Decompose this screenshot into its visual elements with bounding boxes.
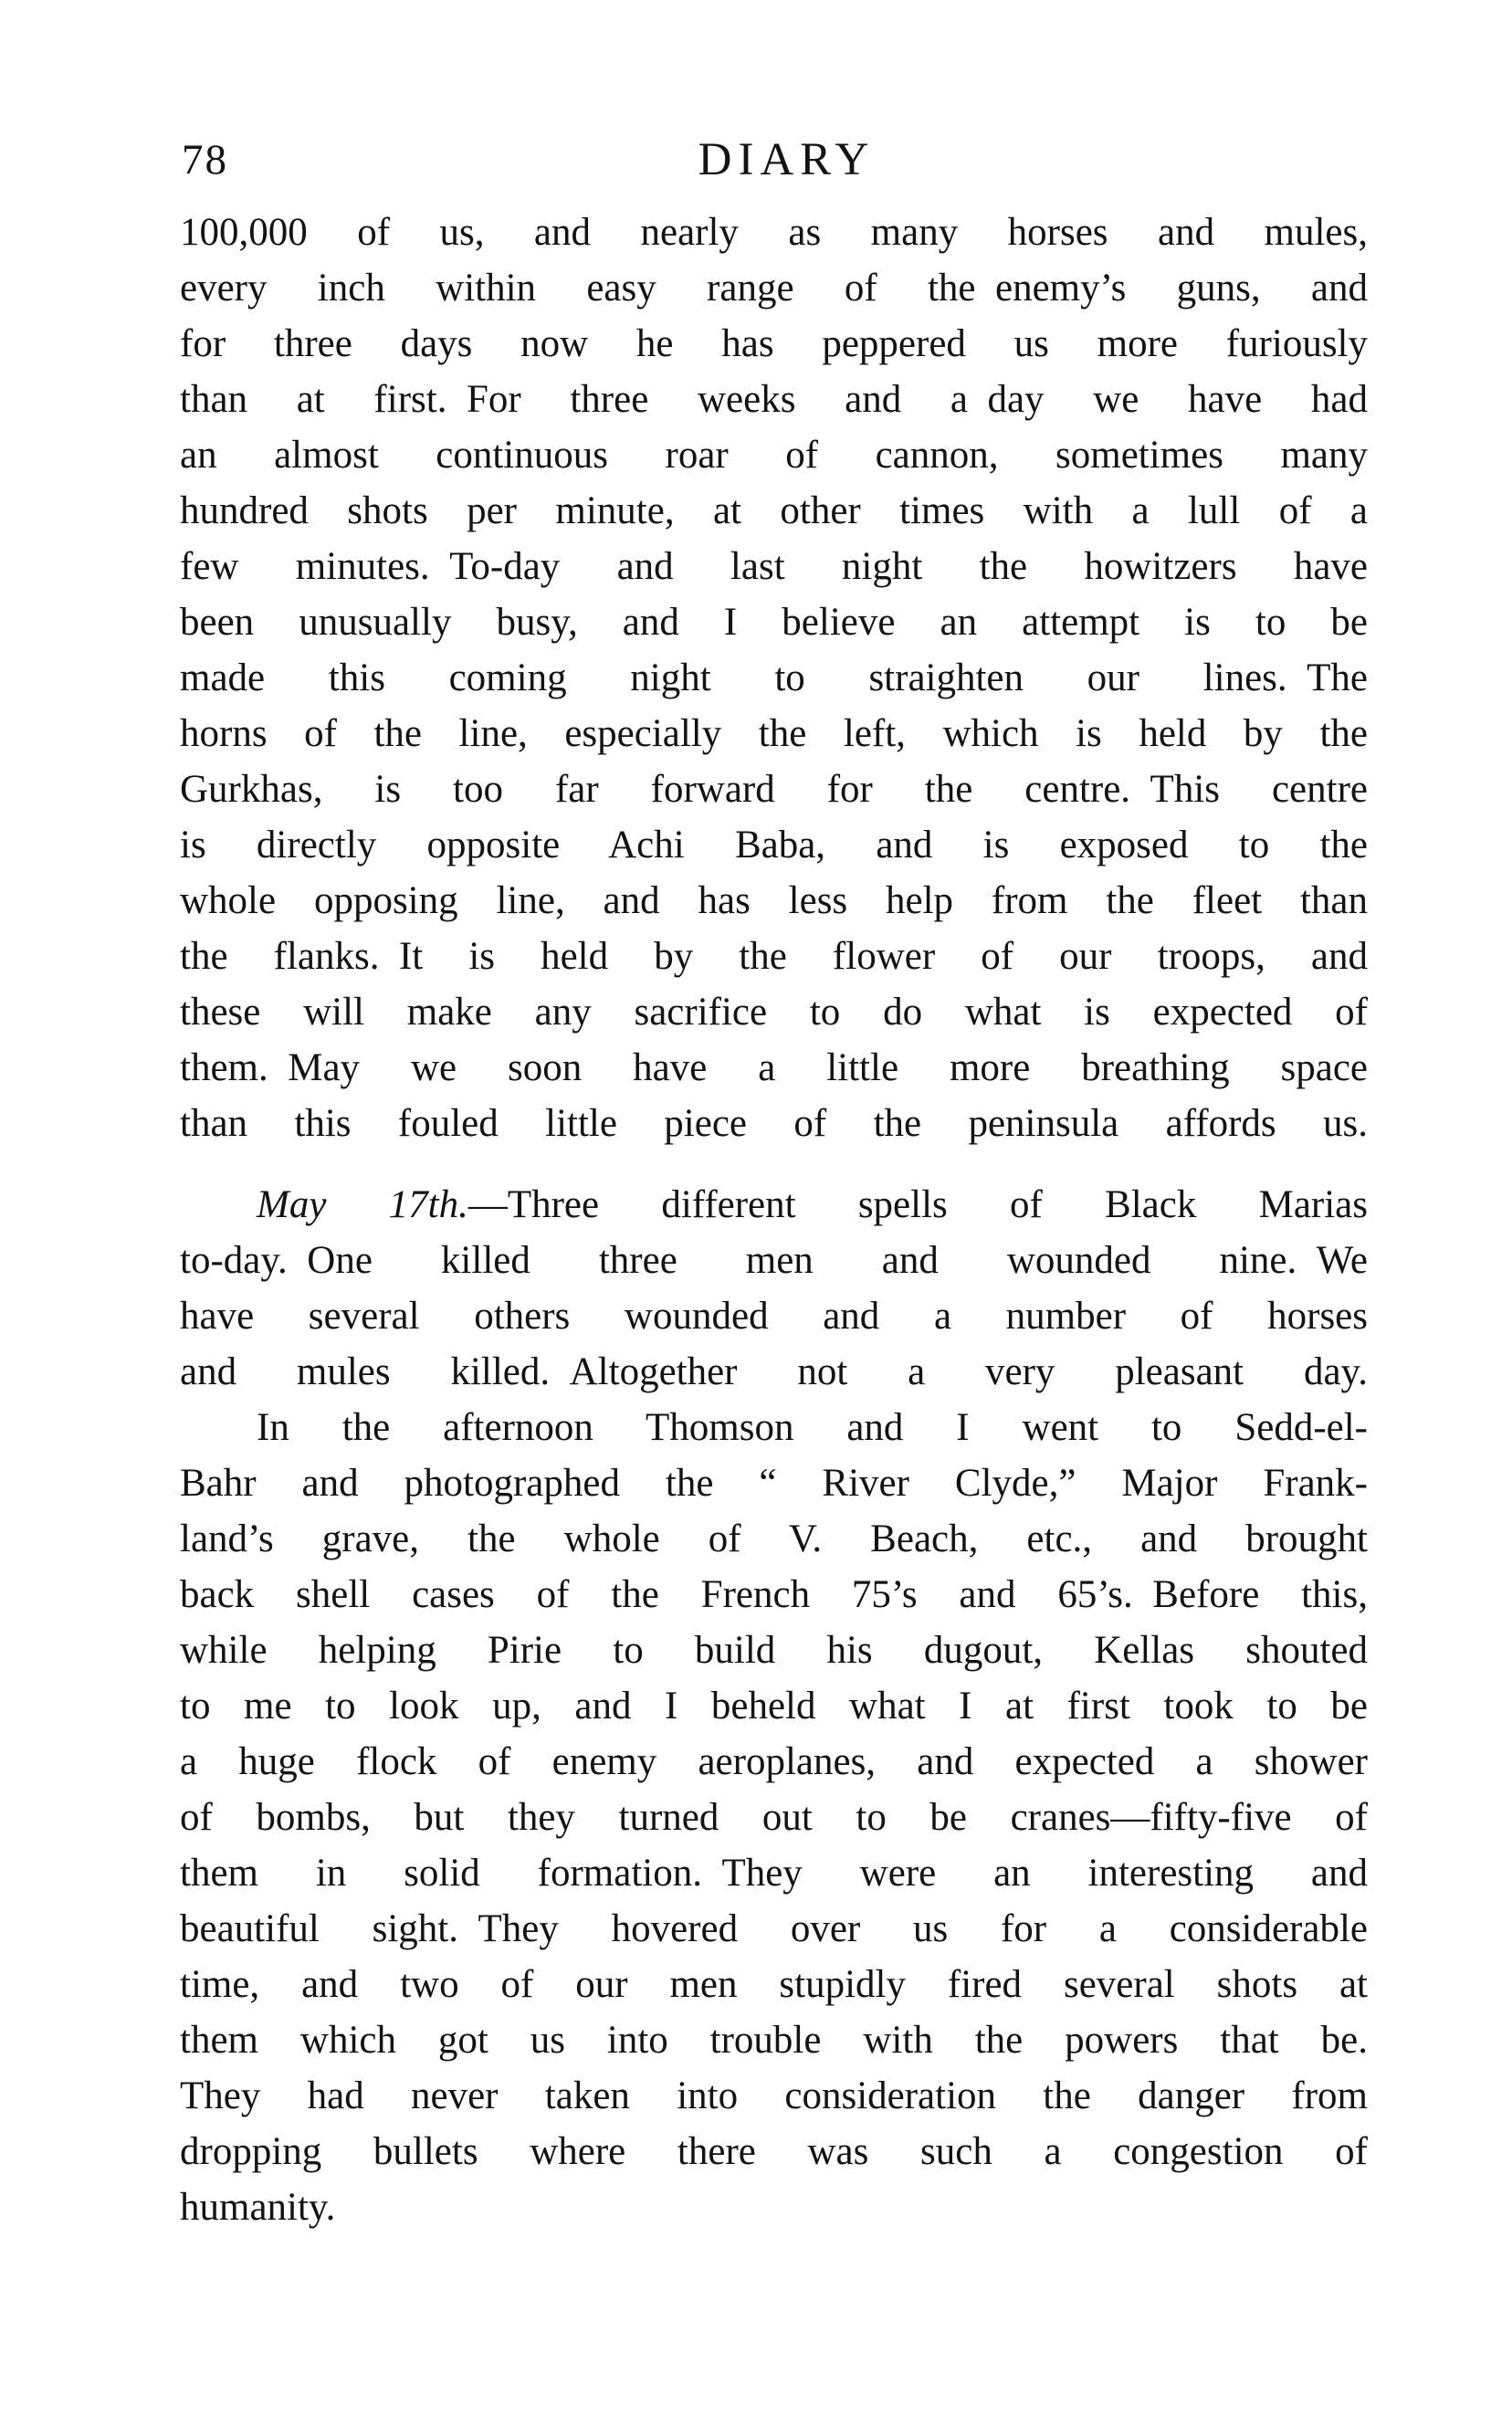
- text-line: and mules killed. Altogether not a very pleasant day.: [180, 1350, 1368, 1393]
- text-line: They had never taken into consideration the danger from: [180, 2074, 1368, 2117]
- text-line: back shell cases of the French 75’s and 65’s. Before this,: [180, 1573, 1368, 1616]
- text-line: of bombs, but they turned out to be cranes—fifty-five of: [180, 1796, 1368, 1839]
- text-line: Bahr and photographed the “ River Clyde,” Major Frank-: [180, 1462, 1368, 1505]
- text-line: an almost continuous roar of cannon, sometimes many: [180, 434, 1368, 477]
- text-line: been unusually busy, and I believe an attempt is to be: [180, 601, 1368, 644]
- running-head: [180, 133, 1368, 190]
- text-line: horns of the line, especially the left, which is held by the: [180, 712, 1368, 755]
- text-line: every inch within easy range of the enemy’s guns, and: [180, 267, 1368, 310]
- text-line: made this coming night to straighten our lines. The: [180, 656, 1368, 699]
- text-line: whole opposing line, and has less help from the fleet than: [180, 879, 1368, 922]
- text-line: to me to look up, and I beheld what I at first took to be: [180, 1685, 1368, 1728]
- text-line: Gurkhas, is too far forward for the centre. This centre: [180, 768, 1368, 811]
- text-line: beautiful sight. They hovered over us for a considerable: [180, 1907, 1368, 1950]
- diary-entry-afternoon: [180, 1400, 1368, 2235]
- text-line: have several others wounded and a number of horses: [180, 1295, 1368, 1338]
- text-line: In the afternoon Thomson and I went to Sedd-el-: [257, 1406, 1368, 1449]
- page-number: 78: [182, 136, 228, 184]
- text-line: them which got us into trouble with the powers that be.: [180, 2019, 1368, 2062]
- text-line: than this fouled little piece of the peninsula affords us.: [180, 1102, 1368, 1145]
- text-line: [180, 1177, 1368, 1233]
- text-line: for three days now he has peppered us more furiously: [180, 322, 1368, 365]
- text-line: than at first. For three weeks and a day we have had: [180, 378, 1368, 421]
- paragraph-continuation: [180, 205, 1368, 1151]
- text-line: hundred shots per minute, at other times with a lull of a: [180, 489, 1368, 532]
- text-line: time, and two of our men stupidly fired several shots at: [180, 1963, 1368, 2006]
- text-line: few minutes. To-day and last night the howitzers have: [180, 545, 1368, 588]
- text-line: these will make any sacrifice to do what is expected of: [180, 991, 1368, 1034]
- diary-entry-may-17: [180, 1177, 1368, 1400]
- entry-lead-text: —Three different spells of Black Marias: [467, 1183, 1368, 1226]
- text-line: humanity.: [180, 2186, 336, 2229]
- text-line: while helping Pirie to build his dugout, Kellas shouted: [180, 1629, 1368, 1672]
- text-line: dropping bullets where there was such a congestion of: [180, 2130, 1368, 2173]
- text-line: 100,000 of us, and nearly as many horses and mules,: [180, 211, 1368, 254]
- text-line: land’s grave, the whole of V. Beach, etc., and brought: [180, 1518, 1368, 1560]
- text-line: is directly opposite Achi Baba, and is exposed to the: [180, 824, 1368, 866]
- page-text-block: [180, 205, 1368, 2235]
- text-line: to-day. One killed three men and wounded nine. We: [180, 1239, 1368, 1282]
- text-line: them. May we soon have a little more breathing space: [180, 1046, 1368, 1089]
- text-line: the flanks. It is held by the flower of our troops, and: [180, 935, 1368, 978]
- text-line: them in solid formation. They were an interesting and: [180, 1852, 1368, 1895]
- entry-date: May 17th.: [257, 1183, 468, 1226]
- text-line: a huge flock of enemy aeroplanes, and expected a shower: [180, 1740, 1368, 1783]
- page-title: DIARY: [698, 134, 876, 185]
